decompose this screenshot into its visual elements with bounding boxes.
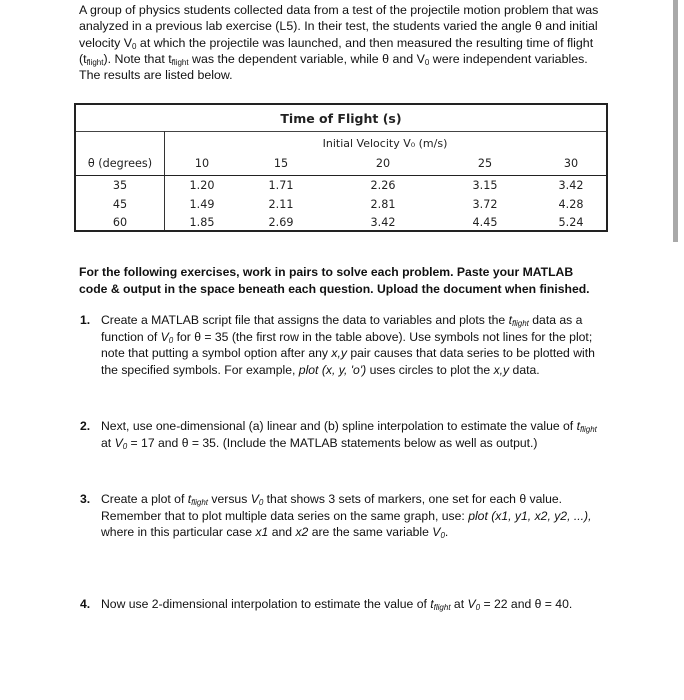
- velocity-header-cell: 25: [477, 157, 493, 170]
- velocity-header-cell: 10: [194, 157, 210, 170]
- time-cell: 4.45: [472, 216, 498, 229]
- angle-cell: 45: [112, 197, 128, 211]
- question-text: [101, 312, 610, 378]
- intro-line: The results are listed below.: [79, 68, 233, 83]
- question-text: [101, 418, 610, 451]
- intro-paragraph: [79, 2, 609, 83]
- question-line: the specified symbols. For example, plot (x, y, 'o') uses circles to plot the x,y data.: [101, 362, 540, 377]
- intro-line: analyzed in a previous lab exercise (L5). In their test, the students varied the angle θ and initial: [79, 19, 598, 34]
- time-cell: 2.11: [268, 197, 294, 211]
- time-cell: 1.20: [189, 179, 215, 192]
- instructions-line: code & output in the space beneath each question. Upload the document when finished.: [79, 281, 590, 296]
- time-cell: 1.71: [268, 179, 294, 192]
- question-line: Remember that to plot multiple data series on the same graph, use: plot (x1, y1, x2, y2, ...),: [101, 508, 592, 523]
- angle-column-header: θ (degrees): [87, 157, 153, 170]
- question-line: at $V_0 = 17$ and θ = 35. (Include the MATLAB statements below as well as output.): [101, 435, 538, 451]
- question-line: Now use 2-dimensional interpolation to estimate the value of $t_{flight}$ at $V_0 = 22$ and θ = 40.: [101, 597, 573, 612]
- question-line: Next, use one-dimensional (a) linear and (b) spline interpolation to estimate the value of $t_{flight}$: [101, 419, 597, 434]
- table-header-divider: [76, 175, 606, 176]
- velocity-header-cell: 30: [563, 157, 579, 170]
- vertical-scrollbar[interactable]: [673, 0, 678, 242]
- question-number: 4.: [80, 597, 91, 611]
- instructions-line: For the following exercises, work in pairs to solve each problem. Paste your MATLAB: [79, 265, 574, 279]
- intro-line: A group of physics students collected data from a test of the projectile motion problem that was: [79, 3, 599, 17]
- instructions: [79, 264, 609, 297]
- angle-cell: 35: [112, 179, 128, 192]
- question-line: Create a plot of $t_{flight}$ versus $V_0$ that shows 3 sets of markers, one set for each θ value.: [101, 492, 563, 507]
- time-cell: 3.42: [370, 216, 396, 229]
- time-cell: 1.49: [189, 197, 215, 211]
- question-number: 1.: [80, 313, 91, 327]
- question-number: 2.: [80, 419, 91, 433]
- question-text: [101, 491, 610, 541]
- question-line: note that putting a symbol option after any x,y pair causes that data series to be plotted with: [101, 346, 595, 360]
- velocity-header-cell: 15: [273, 157, 289, 170]
- table-title: Time of Flight (s): [76, 105, 606, 132]
- time-cell: 3.72: [472, 197, 498, 211]
- question-line: where in this particular case x1 and x2 are the same variable $V_0$.: [101, 525, 449, 540]
- velocity-header-cell: 20: [375, 157, 391, 170]
- question-text: [101, 596, 610, 613]
- intro-line: $(t_{flight})$. Note that $t_{flight}$ was the dependent variable, while θ and $V_0$ were independent variables.: [79, 51, 588, 67]
- time-cell: 2.69: [268, 216, 294, 229]
- angle-cell: 60: [112, 216, 128, 229]
- time-cell: 4.28: [558, 197, 584, 211]
- time-cell: 2.26: [370, 179, 396, 192]
- question-line: Create a MATLAB script file that assigns the data to variables and plots the $t_{flight}$ data as a: [101, 313, 583, 328]
- time-cell: 3.42: [558, 179, 584, 192]
- time-cell: 5.24: [558, 216, 584, 229]
- time-cell: 2.81: [370, 197, 396, 211]
- time-of-flight-table: [74, 103, 608, 232]
- intro-line: velocity $V_0$ at which the projectile was launched, and then measured the resulting time of flight: [79, 35, 594, 51]
- question-number: 3.: [80, 492, 91, 506]
- velocity-subheader: Initial Velocity V₀ (m/s): [322, 137, 448, 150]
- time-cell: 1.85: [189, 216, 215, 229]
- time-cell: 3.15: [472, 179, 498, 192]
- question-line: function of $V_0$ for θ = 35 (the first row in the table above). Use symbols not lines for the plot;: [101, 329, 593, 345]
